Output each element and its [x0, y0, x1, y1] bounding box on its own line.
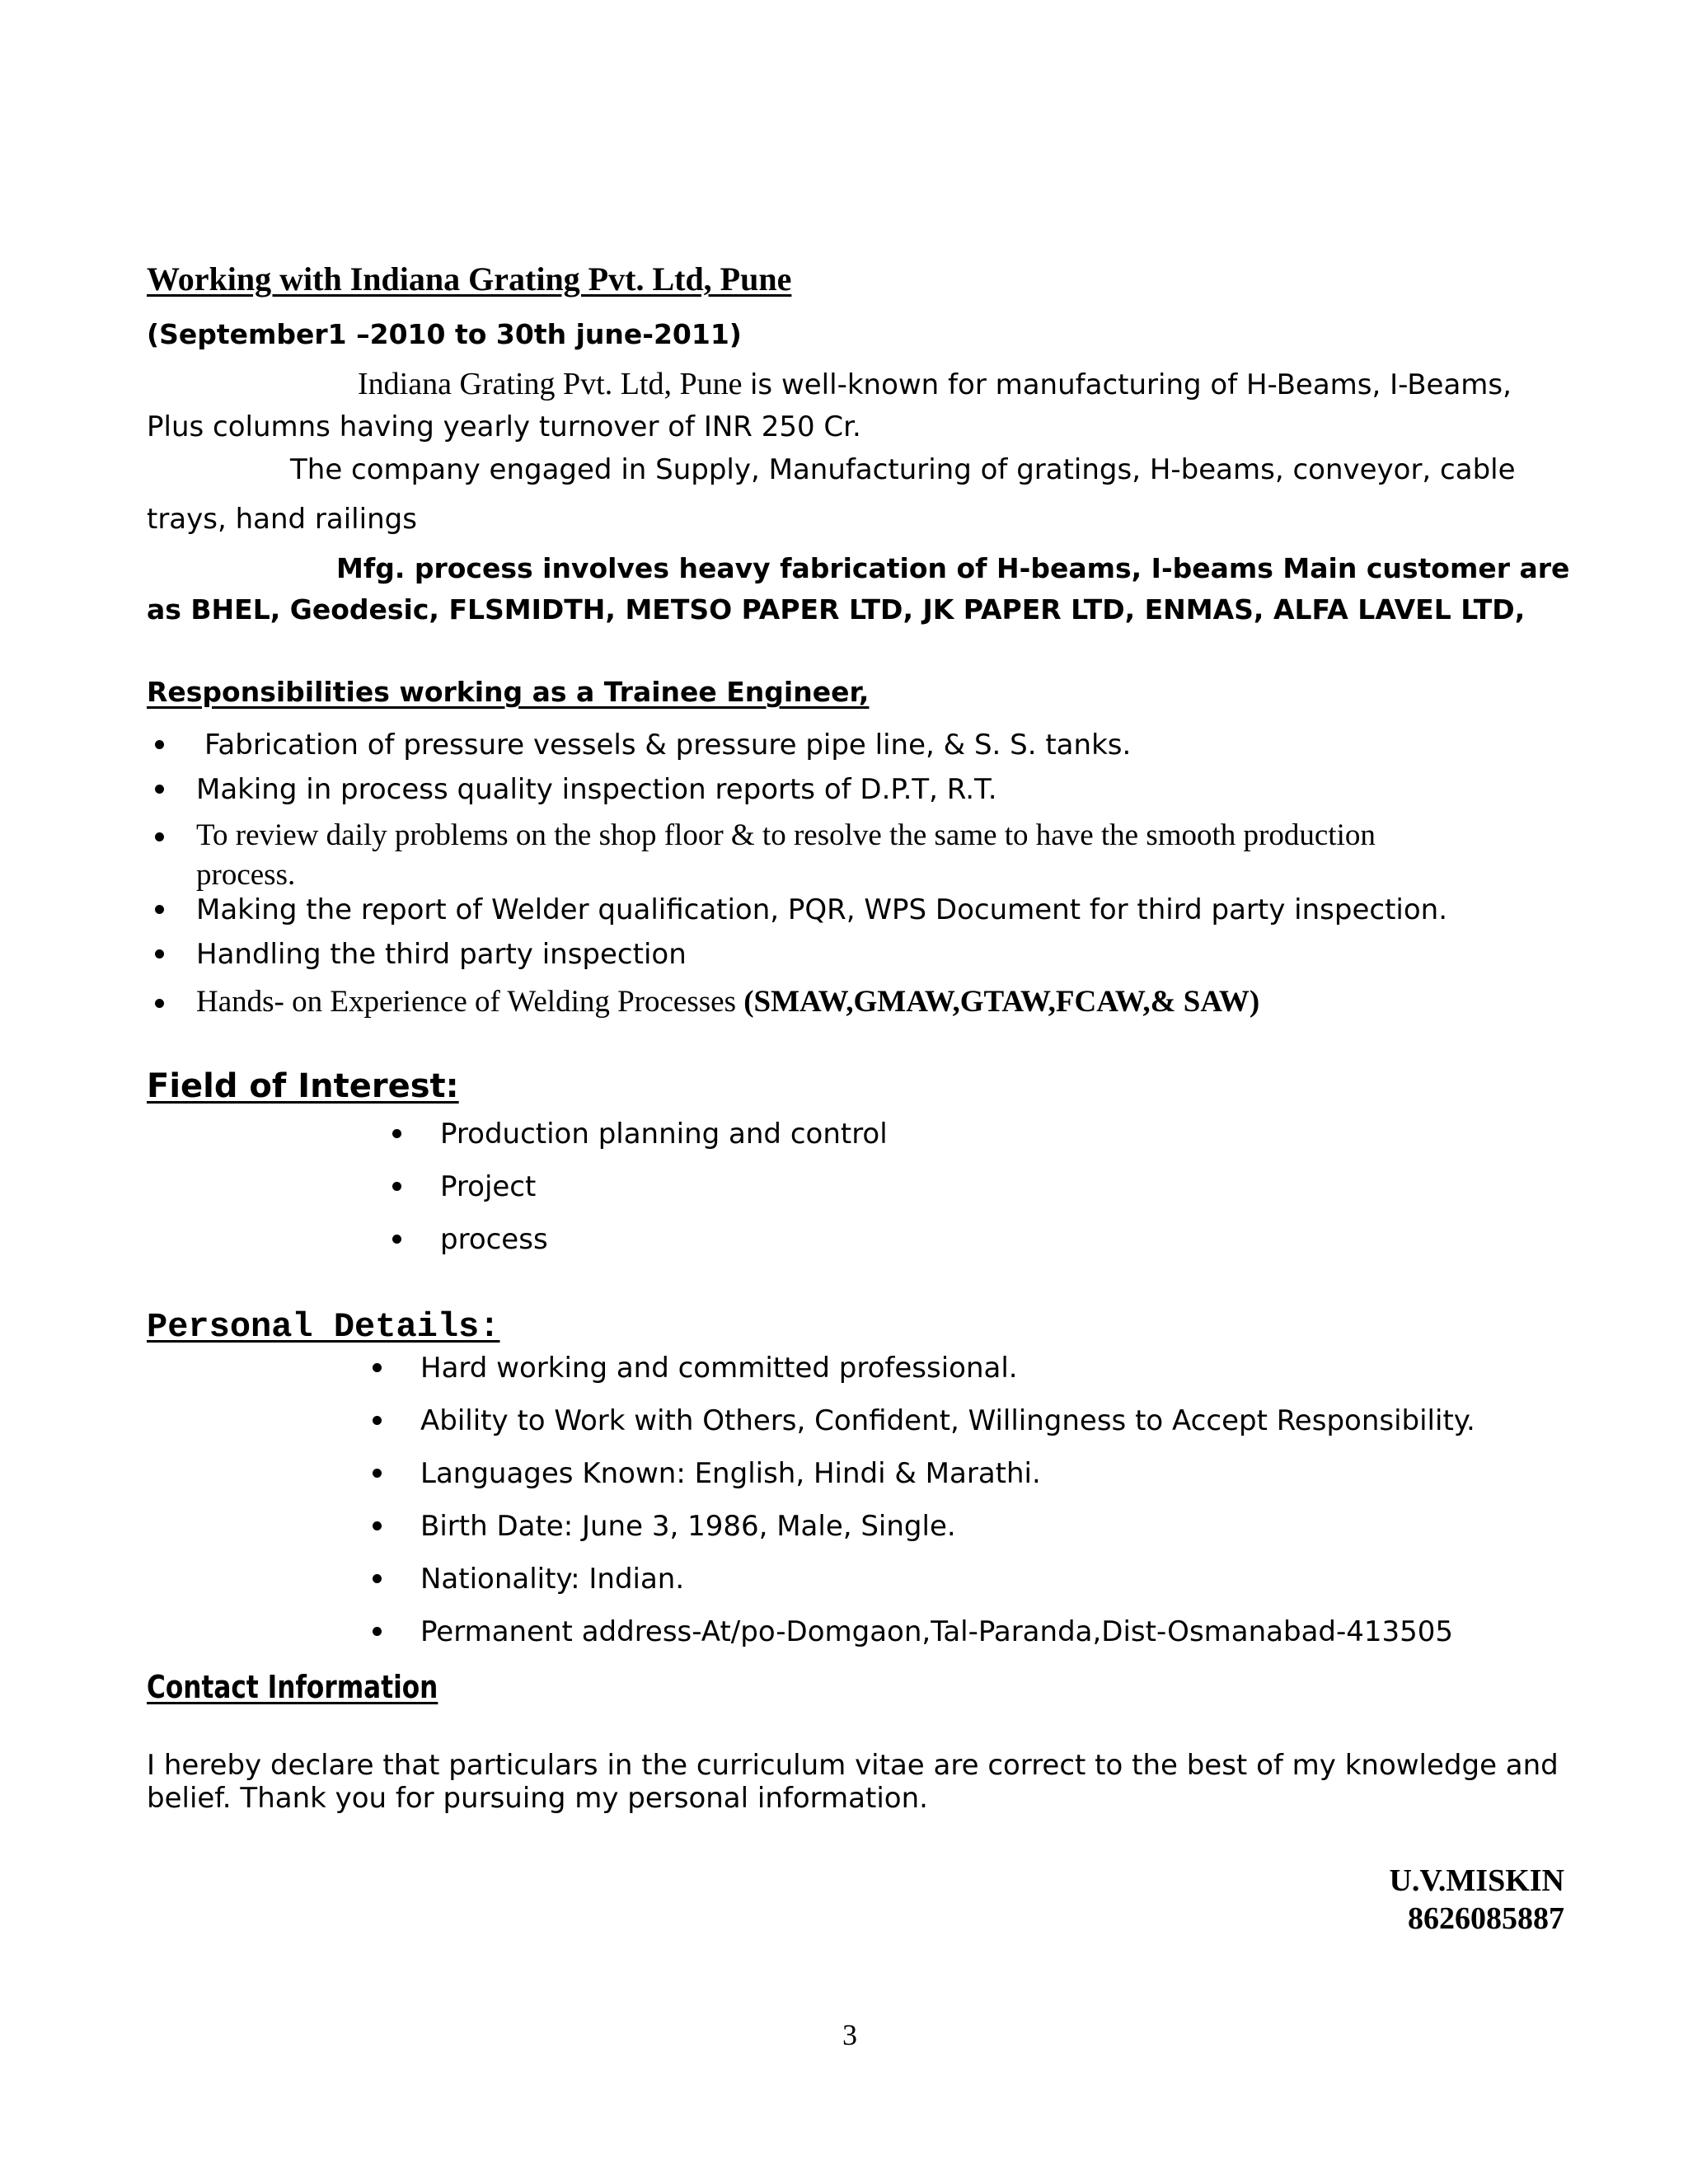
- company-name-inline: Indiana Grating Pvt. Ltd, Pune: [358, 367, 750, 401]
- welding-text: Hands- on Experience of Welding Processes: [196, 985, 744, 1019]
- list-item: Nationality: Indian.: [420, 1563, 685, 1596]
- company-intro-line1: [358, 368, 1512, 401]
- signature-phone: 8626085887: [1408, 1901, 1564, 1936]
- bullet-icon: [373, 1363, 382, 1372]
- company-intro-text: is well-known for manufacturing of H-Beams, I-Beams,: [749, 368, 1512, 401]
- list-item: Permanent address-At/po-Domgaon,Tal-Paranda,Dist-Osmanabad-413505: [420, 1615, 1454, 1648]
- bullet-icon: [155, 785, 164, 794]
- bullet-icon: [155, 832, 164, 841]
- bullet-icon: [373, 1469, 382, 1478]
- process-customers-line2: as BHEL, Geodesic, FLSMIDTH, METSO PAPER LTD, JK PAPER LTD, ENMAS, ALFA LAVEL LTD,: [147, 593, 1526, 626]
- contact-heading: Contact Information: [147, 1669, 438, 1705]
- bullet-icon: [373, 1521, 382, 1530]
- list-item: Fabrication of pressure vessels & pressure pipe line, & S. S. tanks.: [204, 729, 1132, 762]
- list-item: Handling the third party inspection: [196, 938, 687, 971]
- bullet-icon: [392, 1129, 401, 1138]
- bullet-icon: [373, 1416, 382, 1425]
- list-item: [196, 984, 1259, 1020]
- list-item: Making in process quality inspection reports of D.P.T, R.T.: [196, 773, 997, 806]
- declaration-line1: I hereby declare that particulars in the curriculum vitae are correct to the best of my knowledge and: [147, 1749, 1559, 1782]
- bullet-icon: [392, 1182, 401, 1191]
- responsibilities-heading: Responsibilities working as a Trainee Engineer,: [147, 676, 870, 708]
- welding-processes: (SMAW,GMAW,GTAW,FCAW,& SAW): [743, 985, 1260, 1019]
- job-period: (September1 –2010 to 30th june-2011): [147, 318, 742, 350]
- bullet-icon: [155, 905, 164, 914]
- list-item: Birth Date: June 3, 1986, Male, Single.: [420, 1510, 956, 1543]
- company-engagement-line2: trays, hand railings: [147, 503, 417, 536]
- bullet-icon: [155, 949, 164, 958]
- field-of-interest-heading: Field of Interest:: [147, 1067, 459, 1105]
- company-engagement-line1: The company engaged in Supply, Manufacturing of gratings, H-beams, conveyor, cable: [290, 453, 1516, 486]
- list-item: Making the report of Welder qualification, PQR, WPS Document for third party inspection.: [196, 893, 1448, 926]
- list-item-continuation: process.: [196, 858, 296, 892]
- page-number: 3: [842, 2018, 857, 2051]
- list-item: Hard working and committed professional.: [420, 1352, 1018, 1385]
- list-item: To review daily problems on the shop floor & to resolve the same to have the smooth production: [196, 818, 1376, 852]
- list-item: Ability to Work with Others, Confident, Willingness to Accept Responsibility.: [420, 1404, 1475, 1437]
- bullet-icon: [373, 1627, 382, 1636]
- process-customers-line1: Mfg. process involves heavy fabrication of H-beams, I-beams Main customer are: [336, 552, 1570, 584]
- list-item: Languages Known: English, Hindi & Marathi.: [420, 1457, 1041, 1490]
- bullet-icon: [155, 740, 164, 749]
- list-item: Project: [440, 1170, 537, 1203]
- bullet-icon: [155, 999, 164, 1008]
- company-intro-line2: Plus columns having yearly turnover of INR 250 Cr.: [147, 410, 861, 443]
- signature-name: U.V.MISKIN: [1389, 1863, 1564, 1898]
- personal-details-heading: Personal Details:: [147, 1307, 500, 1347]
- job-heading: Working with Indiana Grating Pvt. Ltd, Pune: [147, 260, 792, 298]
- declaration-line2: belief. Thank you for pursuing my personal information.: [147, 1782, 928, 1815]
- list-item: process: [440, 1223, 548, 1256]
- bullet-icon: [392, 1235, 401, 1244]
- list-item: Production planning and control: [440, 1118, 888, 1151]
- bullet-icon: [373, 1574, 382, 1583]
